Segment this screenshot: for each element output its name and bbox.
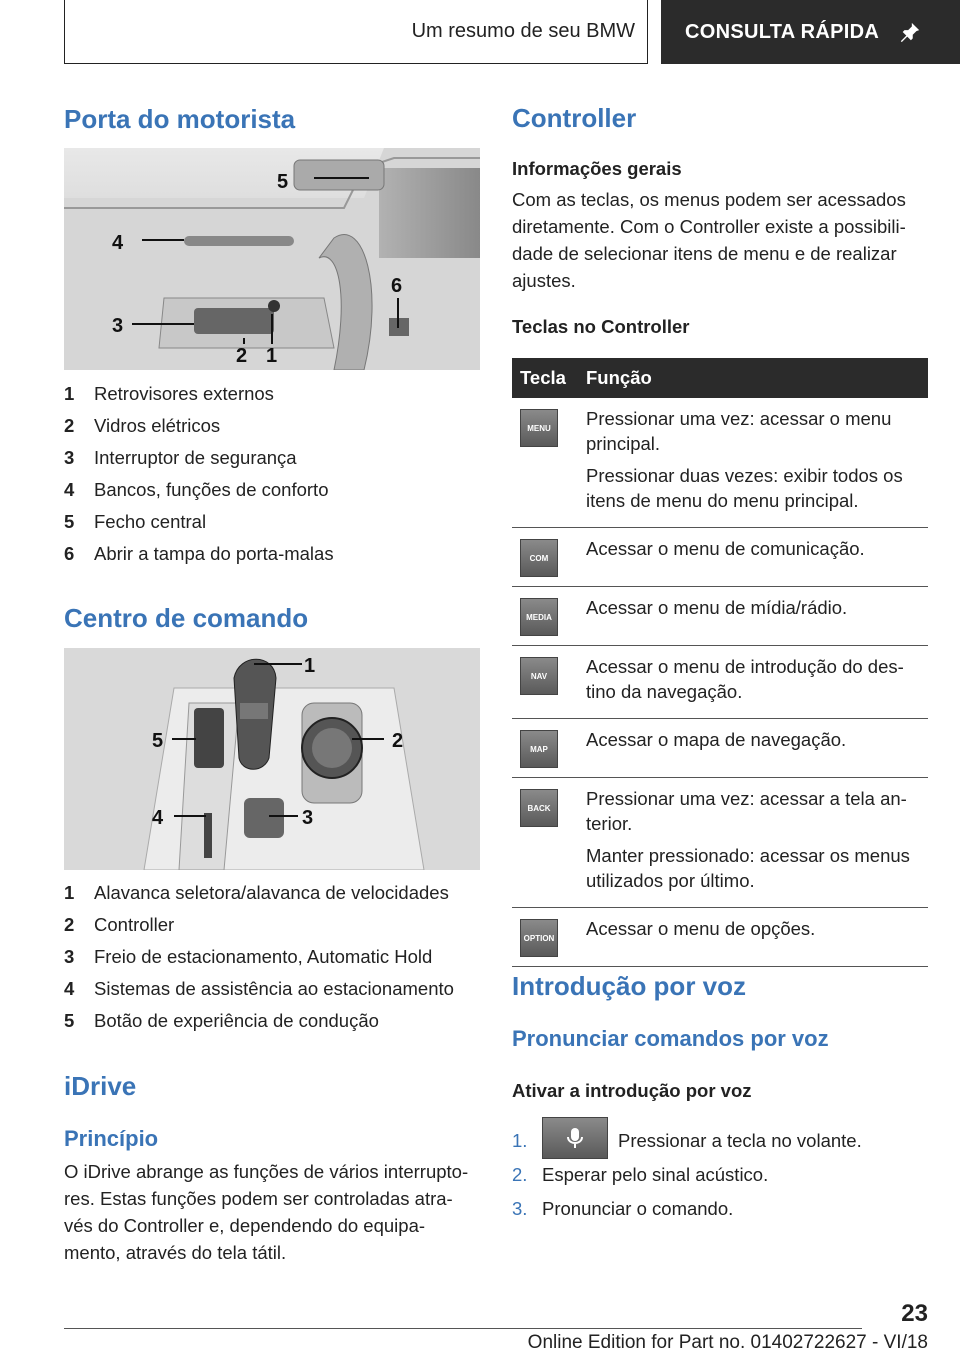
console-callout-4: 4 bbox=[152, 807, 164, 829]
principle-heading: Princípio bbox=[64, 1126, 159, 1151]
list-item: 3. Pronunciar o comando. bbox=[512, 1198, 734, 1219]
door-callout-1: 1 bbox=[266, 345, 278, 367]
door-callout-5: 5 bbox=[277, 171, 289, 193]
general-info-text: Com as teclas, os menus podem ser acessados diretamente. Com o Controller existe a possibili-dade de selecionar itens de menu e de realizar ajustes. bbox=[512, 189, 906, 291]
activate-voice-heading: Ativar a introdução por voz bbox=[512, 1080, 752, 1101]
menu-key-icon: MENU bbox=[520, 409, 558, 447]
list-item: 3 Interruptor de segurança bbox=[64, 447, 297, 468]
center-console-photo bbox=[64, 648, 480, 870]
nav-key-icon: NAV bbox=[520, 657, 558, 695]
com-key-icon: COM bbox=[520, 539, 558, 577]
table-row: NAV Acessar o menu de introdução do des-tino da navegação. bbox=[512, 646, 928, 719]
door-callout-3: 3 bbox=[112, 315, 124, 337]
door-callout-4: 4 bbox=[112, 232, 124, 254]
list-item: 2. Esperar pelo sinal acústico. bbox=[512, 1164, 769, 1185]
console-legend bbox=[64, 877, 480, 1037]
edition-footer: Online Edition for Part no. 01402722627 - VI/18 bbox=[527, 1332, 928, 1353]
general-info-heading: Informações gerais bbox=[512, 158, 682, 179]
table-row: COM Acessar o menu de comunicação. bbox=[512, 528, 928, 587]
list-item: 1 Retrovisores externos bbox=[64, 383, 274, 404]
console-callout-1: 1 bbox=[304, 655, 316, 677]
controller-keys-heading: Teclas no Controller bbox=[512, 316, 690, 337]
list-item: 5 Fecho central bbox=[64, 511, 207, 532]
table-row: MENU Pressionar uma vez: acessar o menu principal. Pressionar duas vezes: exibir todos os itens de menu do menu principal. bbox=[512, 398, 928, 528]
list-item: 2 Controller bbox=[64, 914, 175, 935]
voice-steps bbox=[512, 1124, 932, 1226]
media-key-icon: MEDIA bbox=[520, 598, 558, 636]
page-number: 23 bbox=[901, 1300, 928, 1327]
controller-section-title: Controller bbox=[512, 103, 637, 133]
list-item: 3 Freio de estacionamento, Automatic Hold bbox=[64, 946, 433, 967]
footer-divider bbox=[64, 1328, 862, 1329]
door-section-title: Porta do motorista bbox=[64, 104, 296, 134]
controller-keys-table bbox=[512, 358, 928, 967]
table-row: MAP Acessar o mapa de navegação. bbox=[512, 719, 928, 778]
table-header-function: Função bbox=[580, 358, 928, 398]
table-header-key: Tecla bbox=[512, 358, 580, 398]
door-callout-2: 2 bbox=[236, 345, 248, 367]
quick-reference-tab[interactable] bbox=[661, 0, 960, 64]
map-key-icon: MAP bbox=[520, 730, 558, 768]
list-item: 2 Vidros elétricos bbox=[64, 415, 221, 436]
console-section-title: Centro de comando bbox=[64, 603, 309, 633]
voice-subheading: Pronunciar comandos por voz bbox=[512, 1026, 829, 1051]
list-item: 1. Pressionar a tecla no volante. bbox=[512, 1124, 932, 1158]
table-row: MEDIA Acessar o menu de mídia/rádio. bbox=[512, 587, 928, 646]
header-section-label: Um resumo de seu BMW bbox=[411, 20, 635, 42]
idrive-section-title: iDrive bbox=[64, 1071, 137, 1101]
door-legend bbox=[64, 378, 480, 570]
console-callout-5: 5 bbox=[152, 730, 164, 752]
door-callout-6: 6 bbox=[391, 275, 403, 297]
list-item: 4 Sistemas de assistência ao estacionamento bbox=[64, 978, 454, 999]
voice-section-title: Introdução por voz bbox=[512, 971, 746, 1001]
list-item: 6 Abrir a tampa do porta-malas bbox=[64, 543, 334, 564]
list-item: 4 Bancos, funções de conforto bbox=[64, 479, 329, 500]
principle-text: O iDrive abrange as funções de vários interrupto-res. Estas funções podem ser controladas atra-vés do Controller e, dependendo do equipa-mento, através do tela tátil. bbox=[64, 1161, 469, 1263]
driver-door-photo bbox=[64, 148, 480, 370]
console-callout-2: 2 bbox=[392, 730, 404, 752]
table-row: OPTION Acessar o menu de opções. bbox=[512, 908, 928, 967]
list-item: 5 Botão de experiência de condução bbox=[64, 1010, 379, 1031]
list-item: 1 Alavanca seletora/alavanca de velocidades bbox=[64, 882, 449, 903]
table-row: BACK Pressionar uma vez: acessar a tela an-terior. Manter pressionado: acessar os menus utilizados por último. bbox=[512, 778, 928, 908]
header-section-tab bbox=[64, 0, 648, 64]
option-key-icon: OPTION bbox=[520, 919, 558, 957]
back-key-icon: BACK bbox=[520, 789, 558, 827]
microphone-icon bbox=[542, 1117, 608, 1159]
pin-icon bbox=[899, 21, 921, 43]
console-callout-3: 3 bbox=[302, 807, 314, 829]
quick-reference-label: CONSULTA RÁPIDA bbox=[685, 20, 880, 43]
